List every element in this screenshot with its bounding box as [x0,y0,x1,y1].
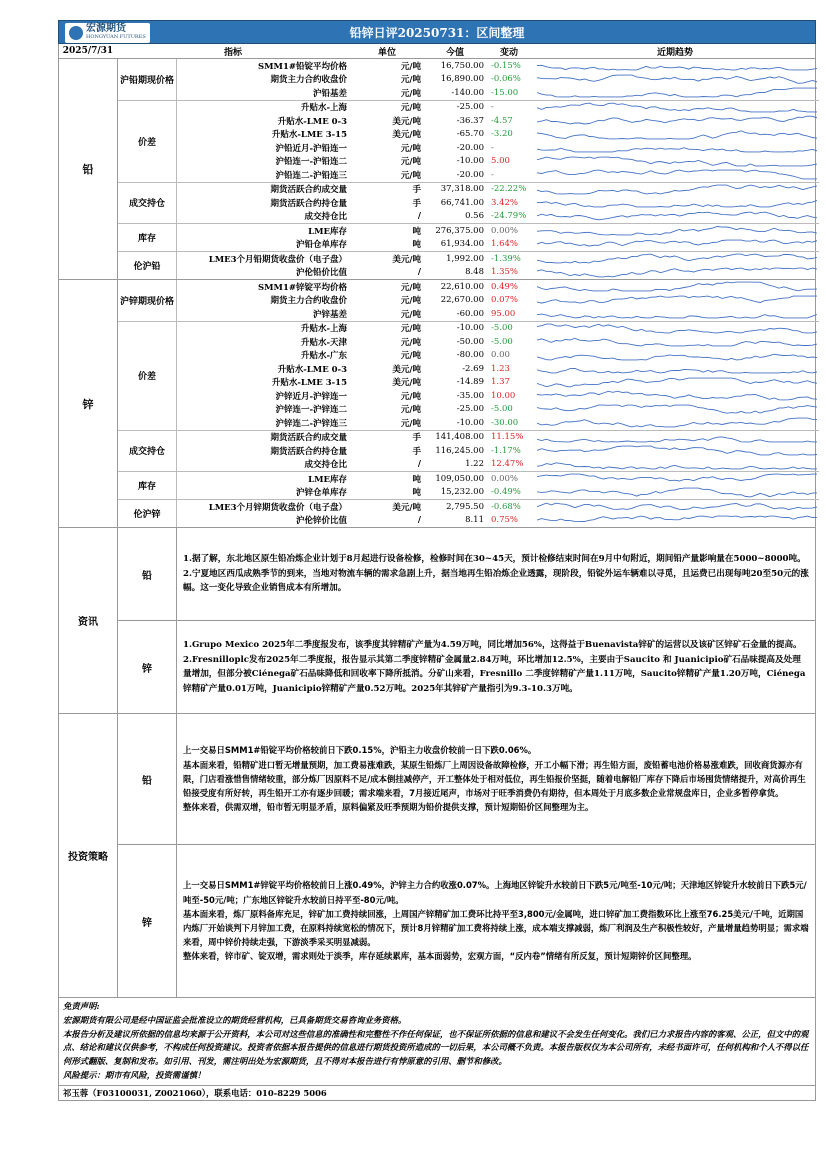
header-unit: 单位 [377,47,396,58]
value-cell: 66,741.00 [440,197,484,208]
table-row [177,431,819,445]
indicator-group [118,322,819,431]
change-cell: 0.00% [491,225,519,236]
indicator-name: LME3个月锌期货收盘价（电子盘） [208,502,347,513]
strategy-zinc-p1: 上一交易日SMM1#锌锭平均价格较前日上涨0.49%，沪锌主力合约收涨0.07%。上海地区锌锭升水较前日下跌5元/吨至-10元/吨；天津地区锌锭升水较前日下跌5元/吨至-50元/吨；广东地区锌锭升水较前日持平至-80元/吨。 [183,880,807,905]
news-lead [118,528,815,621]
strategy-zinc-text [177,845,815,997]
trend-sparkline [535,294,819,308]
table-row [177,280,819,294]
strategy-lead-label: 铅 [118,714,177,844]
table-row [177,183,819,197]
table-row [177,266,819,280]
indicator-name: 沪伦铅价比值 [295,268,347,279]
value-cell: 61,934.00 [440,239,484,250]
value-cell: 109,050.00 [435,473,484,484]
strategy-lead [118,714,815,845]
value-cell: 0.56 [465,211,484,222]
table-row [177,307,819,321]
indicator-name: 期货活跃合约成交量 [270,185,347,196]
change-cell: 12.47% [491,459,524,470]
change-cell: -22.22% [491,184,527,195]
indicator-name: 沪铅基差 [312,88,347,99]
news-lead-text [177,528,815,620]
news-section [58,528,816,714]
trend-sparkline [535,458,819,472]
table-row [177,128,819,142]
change-cell: 95.00 [491,308,516,319]
change-cell: 1.23 [491,363,510,374]
group-label: 成交持仓 [118,431,177,472]
indicator-name: 沪锌基差 [312,309,347,320]
group-label: 价差 [118,101,177,182]
indicator-name: 沪锌连二-沪锌连三 [275,418,347,429]
change-cell: -15.00 [491,87,519,98]
change-cell: 1.64% [491,239,519,250]
table-row [177,101,819,115]
contact-footer: 祁玉蓉（F03100031, Z0021060），联系电话：010-8229 5006 [58,1086,816,1101]
indicator-name: 升贴水-广东 [300,351,347,362]
trend-sparkline [535,444,819,458]
unit-cell: 吨 [412,488,421,499]
indicator-name: 沪铅仓单库存 [295,240,347,251]
value-cell: 8.11 [465,515,484,526]
indicator-name: 升贴水-上海 [300,103,347,114]
indicator-name: 期货活跃合约成交量 [270,433,347,444]
trend-sparkline [535,155,819,169]
change-cell: -0.49% [491,487,521,498]
unit-cell: 手 [412,185,421,196]
value-cell: 1,992.00 [446,253,484,264]
indicator-name: 沪锌连一-沪锌连二 [275,405,347,416]
disclaimer-title: 免责声明: [63,1001,100,1011]
trend-sparkline [535,362,819,376]
unit-cell: 元/吨 [400,296,421,307]
trend-sparkline [535,403,819,417]
metal-block [58,59,816,280]
logo-text-cn: 宏源期货 [86,23,126,34]
change-cell: -0.06% [491,74,521,85]
table-row [177,294,819,308]
strategy-title: 投资策略 [59,714,118,997]
news-zinc-label: 锌 [118,621,177,713]
unit-cell: 美元/吨 [392,130,421,141]
group-label: 沪铅期现价格 [118,59,177,100]
news-zinc-text [177,621,815,713]
trend-sparkline [535,128,819,142]
unit-cell: 吨 [412,240,421,251]
table-row [177,196,819,210]
table-row [177,349,819,363]
trend-sparkline [535,335,819,349]
indicator-name: LME3个月铅期货收盘价（电子盘） [208,254,347,265]
table-row [177,168,819,182]
trend-sparkline [535,431,819,445]
unit-cell: 元/吨 [400,88,421,99]
table-row [177,238,819,252]
disclaimer-line-2: 本报告分析及建议所依据的信息均来源于公开资料，本公司对这些信息的准确性和完整性不作任何保证，也不保证所依据的信息和建议不会发生任何变化。我们已力求报告内容的客观、公正，但文中的观点、结论和建议仅供参考，不构成任何投资建议。投资者依据本报告提供的信息进行期货投资所造成的一切后果，本公司概不负责。本报告版权仅为本公司所有，未经书面许可，任何机构和个人不得以任何形式翻版、复制和发布。如引用、刊发，需注明出处为宏源期货，且不得对本报告进行有悖原意的引用、删节和修改。 [63,1028,809,1067]
indicator-name: 成交持仓比 [304,460,347,471]
unit-cell: 元/吨 [400,309,421,320]
trend-sparkline [535,307,819,321]
group-label: 价差 [118,322,177,430]
value-cell: -35.00 [456,390,484,401]
metal-block [58,280,816,528]
strategy-zinc-p3: 整体来看，锌市矿、锭双增，需求则处于淡季，库存延续累库，基本面弱势，宏观方面，“反内卷”情绪有所反复，预计短期锌价区间整理。 [183,951,697,962]
change-cell: 1.35% [491,267,519,278]
indicator-group [118,59,819,101]
indicator-name: 沪铅近月-沪铅连一 [275,143,347,154]
trend-sparkline [535,238,819,252]
table-row [177,444,819,458]
value-cell: 16,750.00 [440,60,484,71]
report-page [58,0,816,1101]
unit-cell: 元/吨 [400,143,421,154]
unit-cell: 美元/吨 [392,254,421,265]
trend-sparkline [535,280,819,294]
change-cell: 5.00 [491,156,510,167]
trend-sparkline [535,196,819,210]
indicator-name: 期货主力合约收盘价 [270,75,347,86]
change-cell: 0.49% [491,281,519,292]
unit-cell: / [417,211,421,222]
unit-cell: 元/吨 [400,405,421,416]
table-row [177,86,819,100]
unit-cell: 美元/吨 [392,378,421,389]
value-cell: -80.00 [456,350,484,361]
group-label: 伦沪铅 [118,252,177,279]
table-row [177,224,819,238]
change-cell: - [491,102,494,113]
change-cell: -1.39% [491,253,521,264]
change-cell: 3.42% [491,197,519,208]
value-cell: -25.00 [456,404,484,415]
unit-cell: 元/吨 [400,75,421,86]
value-cell: 116,245.00 [435,445,484,456]
change-cell: 0.07% [491,295,519,306]
header-indicator: 指标 [223,47,242,58]
value-cell: -14.89 [456,377,484,388]
indicator-name: 沪铅连二-沪铅连三 [275,170,347,181]
indicator-name: 成交持仓比 [304,212,347,223]
change-cell: 0.00 [491,350,510,361]
change-cell: 10.00 [491,390,516,401]
table-row [177,73,819,87]
metal-label: 铅 [59,59,118,279]
unit-cell: 元/吨 [400,418,421,429]
indicator-name: 升贴水-LME 0-3 [277,364,347,375]
unit-cell: 美元/吨 [392,116,421,127]
value-cell: 22,670.00 [440,295,484,306]
value-cell: -36.37 [456,115,484,126]
table-row [177,141,819,155]
table-row [177,335,819,349]
unit-cell: 元/吨 [400,391,421,402]
indicator-name: SMM1#锌锭平均价格 [258,282,347,293]
header-change: 变动 [499,47,518,58]
unit-cell: 手 [412,198,421,209]
change-cell: -0.68% [491,501,521,512]
indicator-name: 沪铅连一-沪铅连二 [275,157,347,168]
table-header [58,44,816,59]
change-cell: 11.15% [491,432,524,443]
group-label: 库存 [118,472,177,499]
group-label: 伦沪锌 [118,500,177,527]
indicator-name: 沪伦锌价比值 [295,516,347,527]
table-row [177,486,819,500]
disclaimer-line-1: 宏源期货有限公司是经中国证监会批准设立的期货经营机构，已具备期货交易咨询业务资格。 [63,1014,407,1025]
change-cell: -30.00 [491,417,519,428]
trend-sparkline [535,376,819,390]
trend-sparkline [535,59,819,73]
unit-cell: 美元/吨 [392,364,421,375]
table-row [177,362,819,376]
indicator-name: 沪锌近月-沪锌连一 [275,391,347,402]
indicator-name: 期货活跃合约持仓量 [270,198,347,209]
strategy-zinc-p2: 基本面来看，炼厂原料备库充足，锌矿加工费持续回涨，上周国产锌精矿加工费环比持平至3,800元/金属吨，进口锌矿加工费指数环比上涨至76.25美元/千吨，近期国内炼厂开始谈判下月锌加工费，在原料持续宽松的情况下，预计8月锌精矿加工费将持续上涨，成本端支撑减弱，炼厂利润及生产积极性较好，产量增量趋势明显；需求端来看，周中锌价持续走强，下游淡季采买明显减弱。 [183,908,809,948]
value-cell: 276,375.00 [435,225,484,236]
table-row [177,210,819,224]
indicator-group [118,101,819,183]
indicator-name: 升贴水-LME 0-3 [277,116,347,127]
title-bar [58,20,816,44]
indicator-group [118,280,819,322]
trend-sparkline [535,114,819,128]
group-label: 库存 [118,224,177,251]
trend-sparkline [535,141,819,155]
value-cell: -20.00 [456,142,484,153]
table-row [177,403,819,417]
group-label: 成交持仓 [118,183,177,224]
news-zinc [118,621,815,713]
value-cell: 141,408.00 [435,432,484,443]
indicator-group [118,472,819,500]
indicator-name: 期货主力合约收盘价 [270,296,347,307]
change-cell: - [491,169,494,180]
value-cell: -10.00 [456,156,484,167]
report-title: 铅锌日评20250731：区间整理 [349,26,525,40]
strategy-lead-p2: 基本面来看，铅精矿进口暂无增量预期，加工费易涨难跌，某原生铅炼厂上周因设备故障检修，开工小幅下滑；再生铅方面，废铅蓄电池价格易涨难跌，回收商货源亦有限，门店看涨惜售情绪较重，部分炼厂因原料不足/成本倒挂减停产，开工整体处于相对低位，再生铅报价坚挺，随着电解铅厂库存下降后市场囤货情绪提升，对高价再生铅接受度有所好转，再生铅开工亦有逐步回暖；需求端来看，7月接近尾声，市场对于旺季消费仍有期待，但本周处于月底多数企业常规盘库日，企业多暂停拿货。 [183,759,806,799]
header-trend: 近期趋势 [656,47,693,58]
value-cell: 22,610.00 [440,281,484,292]
trend-sparkline [535,73,819,87]
trend-sparkline [535,101,819,115]
value-cell: 37,318.00 [440,184,484,195]
trend-sparkline [535,168,819,182]
unit-cell: 元/吨 [400,103,421,114]
trend-sparkline [535,266,819,280]
indicator-name: 期货活跃合约持仓量 [270,446,347,457]
trend-sparkline [535,416,819,430]
disclaimer-line-3: 风险提示：期市有风险，投资需谨慎！ [63,1069,206,1080]
value-cell: 15,232.00 [440,487,484,498]
value-cell: -20.00 [456,169,484,180]
trend-sparkline [535,514,819,528]
indicator-name: LME库存 [308,226,347,237]
table-row [177,114,819,128]
unit-cell: 元/吨 [400,61,421,72]
indicator-name: LME库存 [308,474,347,485]
indicator-name: 升贴水-天津 [300,337,347,348]
trend-sparkline [535,210,819,224]
strategy-zinc [118,845,815,997]
table-row [177,376,819,390]
indicator-name: SMM1#铅锭平均价格 [258,61,347,72]
strategy-lead-p3: 整体来看，供需双增，铅市暂无明显矛盾，原料偏紧及旺季预期为铅价提供支撑，预计短期铅价区间整理为主。 [183,802,594,813]
indicator-name: 沪锌仓单库存 [295,488,347,499]
unit-cell: 元/吨 [400,324,421,335]
unit-cell: 元/吨 [400,157,421,168]
indicator-group [118,224,819,252]
table-row [177,389,819,403]
unit-cell: 元/吨 [400,282,421,293]
table-row [177,252,819,266]
value-cell: -10.00 [456,417,484,428]
unit-cell: 吨 [412,474,421,485]
report-date: 2025/7/31 [62,46,114,56]
indicator-name: 升贴水-上海 [300,324,347,335]
trend-sparkline [535,86,819,100]
news-zinc-p1: 1.Grupo Mexico 2025年二季度报发布，该季度其锌精矿产量为4.59万吨，同比增加56%，这得益于Buenavista锌矿的运营以及该矿区锌矿石金量的提高。 [183,640,802,650]
unit-cell: 美元/吨 [392,502,421,513]
strategy-zinc-label: 锌 [118,845,177,997]
value-cell: 1.22 [465,459,484,470]
change-cell: -1.17% [491,445,521,456]
value-cell: -140.00 [451,87,484,98]
unit-cell: 元/吨 [400,170,421,181]
metals-table [58,59,816,528]
news-lead-p1: 1.据了解，东北地区原生铅冶炼企业计划于8月起进行设备检修，检修时间在30~45天，预计检修结束时间在9月中旬附近，期间铅产量影响量在5000~8000吨。 [183,554,806,565]
value-cell: 2,795.50 [446,501,484,512]
trend-sparkline [535,486,819,500]
value-cell: -50.00 [456,336,484,347]
trend-sparkline [535,183,819,197]
trend-sparkline [535,224,819,238]
change-cell: -24.79% [491,211,527,222]
table-row [177,322,819,336]
trend-sparkline [535,349,819,363]
strategy-section [58,714,816,998]
news-zinc-p2: 2.Fresnilloplc发布2025年二季度报，报告显示其第二季度锌精矿金属量2.84万吨，环比增加12.5%，主要由于Saucito 和 Juanicipio矿石品味提高及处理量增加，但部分被Ciénega矿石品味降低和回收率下降所抵消。分矿山来看，Fresnillo 二季度锌精矿产量1.11万吨，Saucito锌精矿产量1.20万吨，Ciénega锌精矿产量0.01万吨，Juanicipio锌精矿产量0.52万吨。2025年其锌矿产量指引为9.3-10.3万吨。 [183,654,806,694]
metal-label: 锌 [59,280,118,527]
value-cell: -2.69 [462,363,484,374]
indicator-name: 升贴水-LME 3-15 [271,130,347,141]
change-cell: 0.75% [491,515,519,526]
change-cell: 0.00% [491,473,519,484]
strategy-lead-text [177,714,815,844]
strategy-lead-p1: 上一交易日SMM1#铅锭平均价格较前日下跌0.15%，沪铅主力收盘价较前一日下跌0.06%。 [183,745,537,756]
news-title: 资讯 [59,528,118,713]
trend-sparkline [535,472,819,486]
group-label: 沪锌期现价格 [118,280,177,321]
unit-cell: 手 [412,446,421,457]
news-lead-p2: 2.宁夏地区西瓜成熟季节的到来，当地对物流车辆的需求急剧上升，据当地再生铅冶炼企业透露，现阶段，铅锭外运车辆难以寻觅，且运费已出现每吨20至50元的涨幅。这一变化导致企业销售成本有所增加。 [183,568,809,594]
indicator-group [118,431,819,473]
indicator-group [118,252,819,279]
change-cell: -5.00 [491,323,513,334]
unit-cell: / [417,515,421,526]
indicator-group [118,500,819,527]
table-row [177,59,819,73]
value-cell: -65.70 [456,129,484,140]
change-cell: -3.20 [491,129,513,140]
unit-cell: 元/吨 [400,337,421,348]
table-row [177,155,819,169]
table-row [177,458,819,472]
value-cell: -60.00 [456,308,484,319]
change-cell: -5.00 [491,404,513,415]
trend-sparkline [535,500,819,514]
unit-cell: 吨 [412,226,421,237]
news-lead-label: 铅 [118,528,177,620]
table-row [177,416,819,430]
disclaimer [58,998,816,1086]
value-cell: -10.00 [456,323,484,334]
indicator-name: 升贴水-LME 3-15 [271,378,347,389]
change-cell: - [491,142,494,153]
change-cell: -5.00 [491,336,513,347]
unit-cell: / [417,267,421,278]
trend-sparkline [535,252,819,266]
logo-text-en: HONGYUAN FUTURES [86,34,146,40]
value-cell: 8.48 [465,267,484,278]
unit-cell: 手 [412,433,421,444]
trend-sparkline [535,389,819,403]
trend-sparkline [535,322,819,336]
unit-cell: 元/吨 [400,351,421,362]
unit-cell: / [417,459,421,470]
change-cell: -4.57 [491,115,513,126]
change-cell: -0.15% [491,60,521,71]
change-cell: 1.37 [491,377,510,388]
header-value: 今值 [445,47,464,58]
value-cell: -25.00 [456,102,484,113]
value-cell: 16,890.00 [440,74,484,85]
table-row [177,514,819,528]
table-row [177,500,819,514]
indicator-group [118,183,819,225]
table-row [177,472,819,486]
